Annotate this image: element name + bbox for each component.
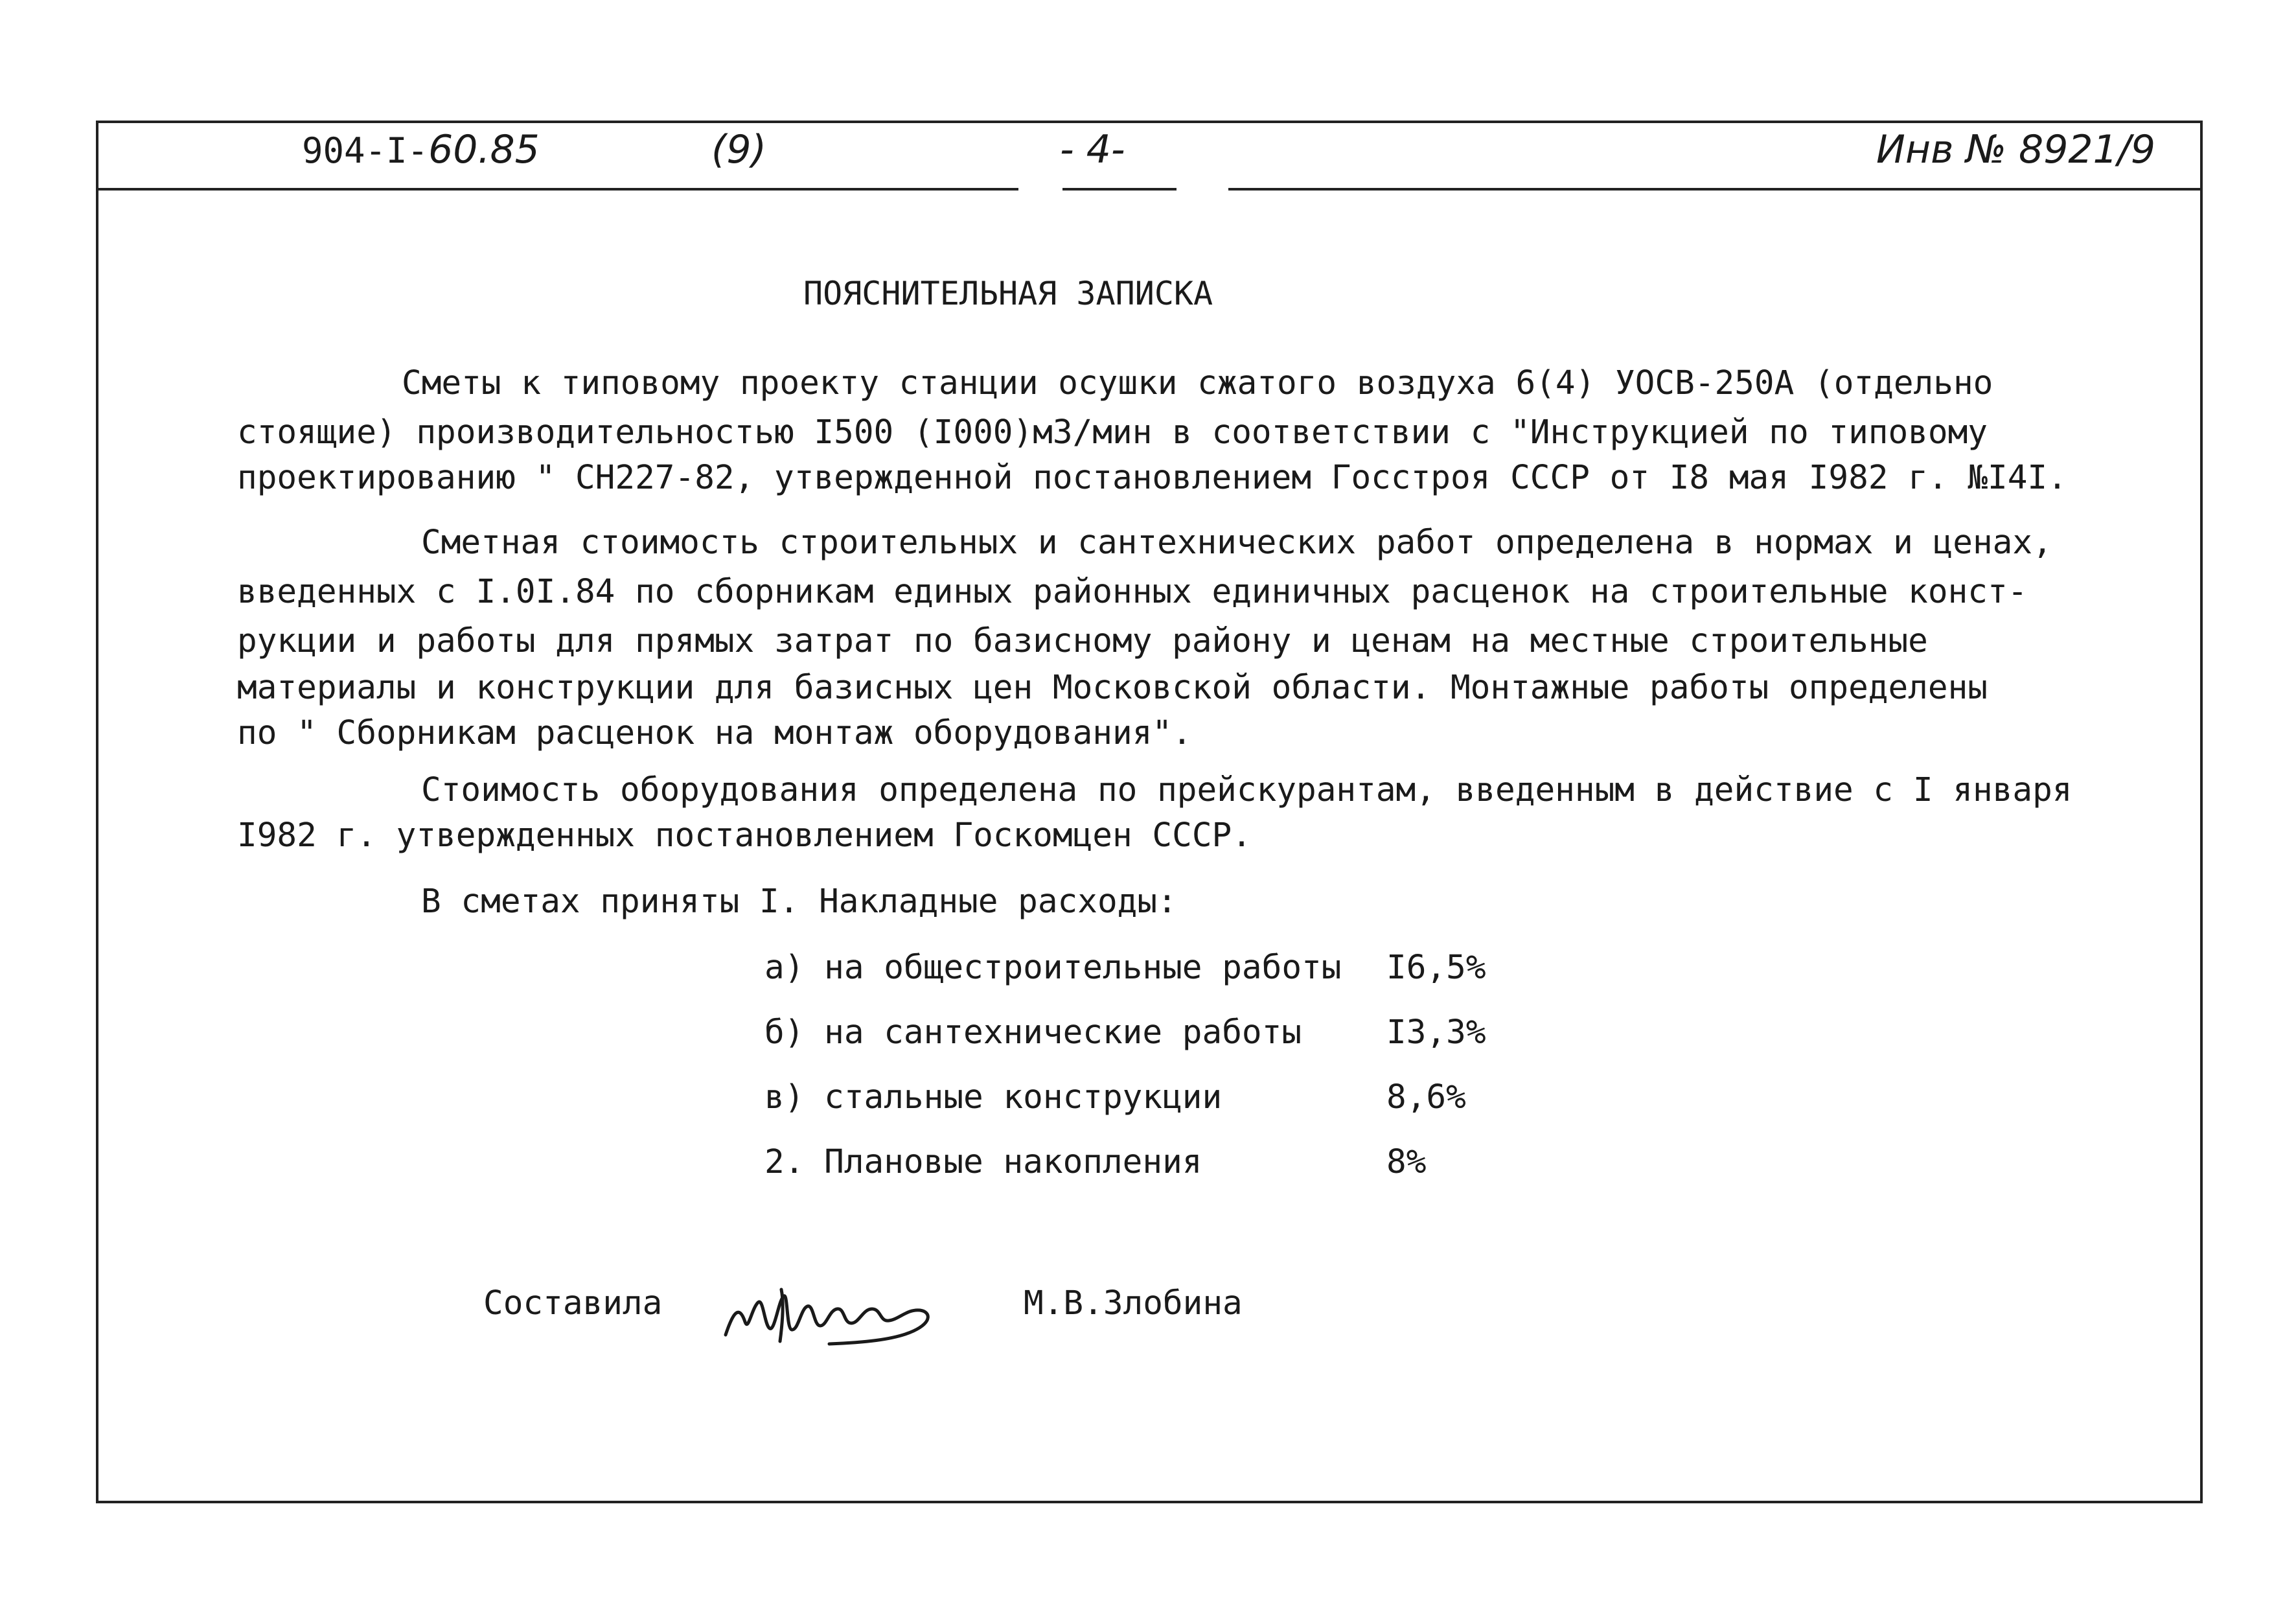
paragraph-1-line-1: Сметы к типовому проекту станции осушки сжатого воздуха 6(4) УОСВ-250А (отдельно bbox=[402, 364, 1993, 402]
compiler-name: М.В.Злобина bbox=[1024, 1284, 1243, 1323]
paragraph-1-line-3: проектированию " СН227-82, утвержденной постановлением Госстроя СССР от I8 мая I982 г. №I4I. bbox=[237, 459, 2067, 497]
paragraph-2-line-1: Сметная стоимость строительных и сантехнических работ определена в нормах и ценах, bbox=[421, 524, 2052, 562]
paragraph-1-line-2: стоящие) производительностью I500 (I000)м3/мин в соответствии с "Инструкцией по типовому bbox=[237, 413, 1988, 452]
inventory-number: Инв № 8921/9 bbox=[1876, 127, 2156, 172]
rate-value-steel-structures: 8,6% bbox=[1386, 1078, 1466, 1116]
paragraph-3-line-2: I982 г. утвержденных постановлением Госкомцен СССР. bbox=[237, 816, 1252, 855]
header-divider-right bbox=[1228, 188, 2200, 191]
rate-label-steel-structures: в) стальные конструкции bbox=[764, 1078, 1223, 1116]
document-code bbox=[302, 127, 540, 174]
sheet-mark: (9) bbox=[711, 127, 766, 172]
page-number: - 4- bbox=[1060, 127, 1125, 172]
rate-value-sanitary: I3,3% bbox=[1386, 1013, 1486, 1052]
rate-label-general-construction: а) на общестроительные работы bbox=[764, 949, 1342, 987]
paragraph-2-line-4: материалы и конструкции для базисных цен Московской области. Монтажные работы определены bbox=[237, 669, 1988, 707]
rate-value-planned-savings: 8% bbox=[1386, 1143, 1427, 1181]
rate-label-sanitary: б) на сантехнические работы bbox=[764, 1013, 1302, 1052]
paragraph-2-line-5: по " Сборникам расценок на монтаж оборудования". bbox=[237, 714, 1192, 752]
rate-label-planned-savings: 2. Плановые накопления bbox=[764, 1143, 1202, 1181]
paragraph-2-line-3: рукции и работы для прямых затрат по базисному району и ценам на местные строительные bbox=[237, 622, 1928, 660]
compiled-by-label: Составила bbox=[483, 1284, 663, 1323]
page-title: ПОЯСНИТЕЛЬНАЯ ЗАПИСКА bbox=[803, 275, 1213, 312]
paragraph-2-line-2: введенных с I.0I.84 по сборникам единых районных единичных расценок на строительные конст- bbox=[237, 573, 2028, 611]
header-divider-left bbox=[98, 188, 1018, 191]
accepted-intro: В сметах приняты I. Накладные расходы: bbox=[421, 883, 1177, 921]
document-code-prefix: 904-I- bbox=[302, 130, 429, 171]
header-divider-mid bbox=[1062, 188, 1177, 191]
paragraph-3-line-1: Стоимость оборудования определена по прейскурантам, введенным в действие с I января bbox=[421, 771, 2072, 809]
signature bbox=[719, 1264, 952, 1361]
rate-value-general-construction: I6,5% bbox=[1386, 949, 1486, 987]
document-code-handwritten: 60.85 bbox=[428, 127, 540, 172]
